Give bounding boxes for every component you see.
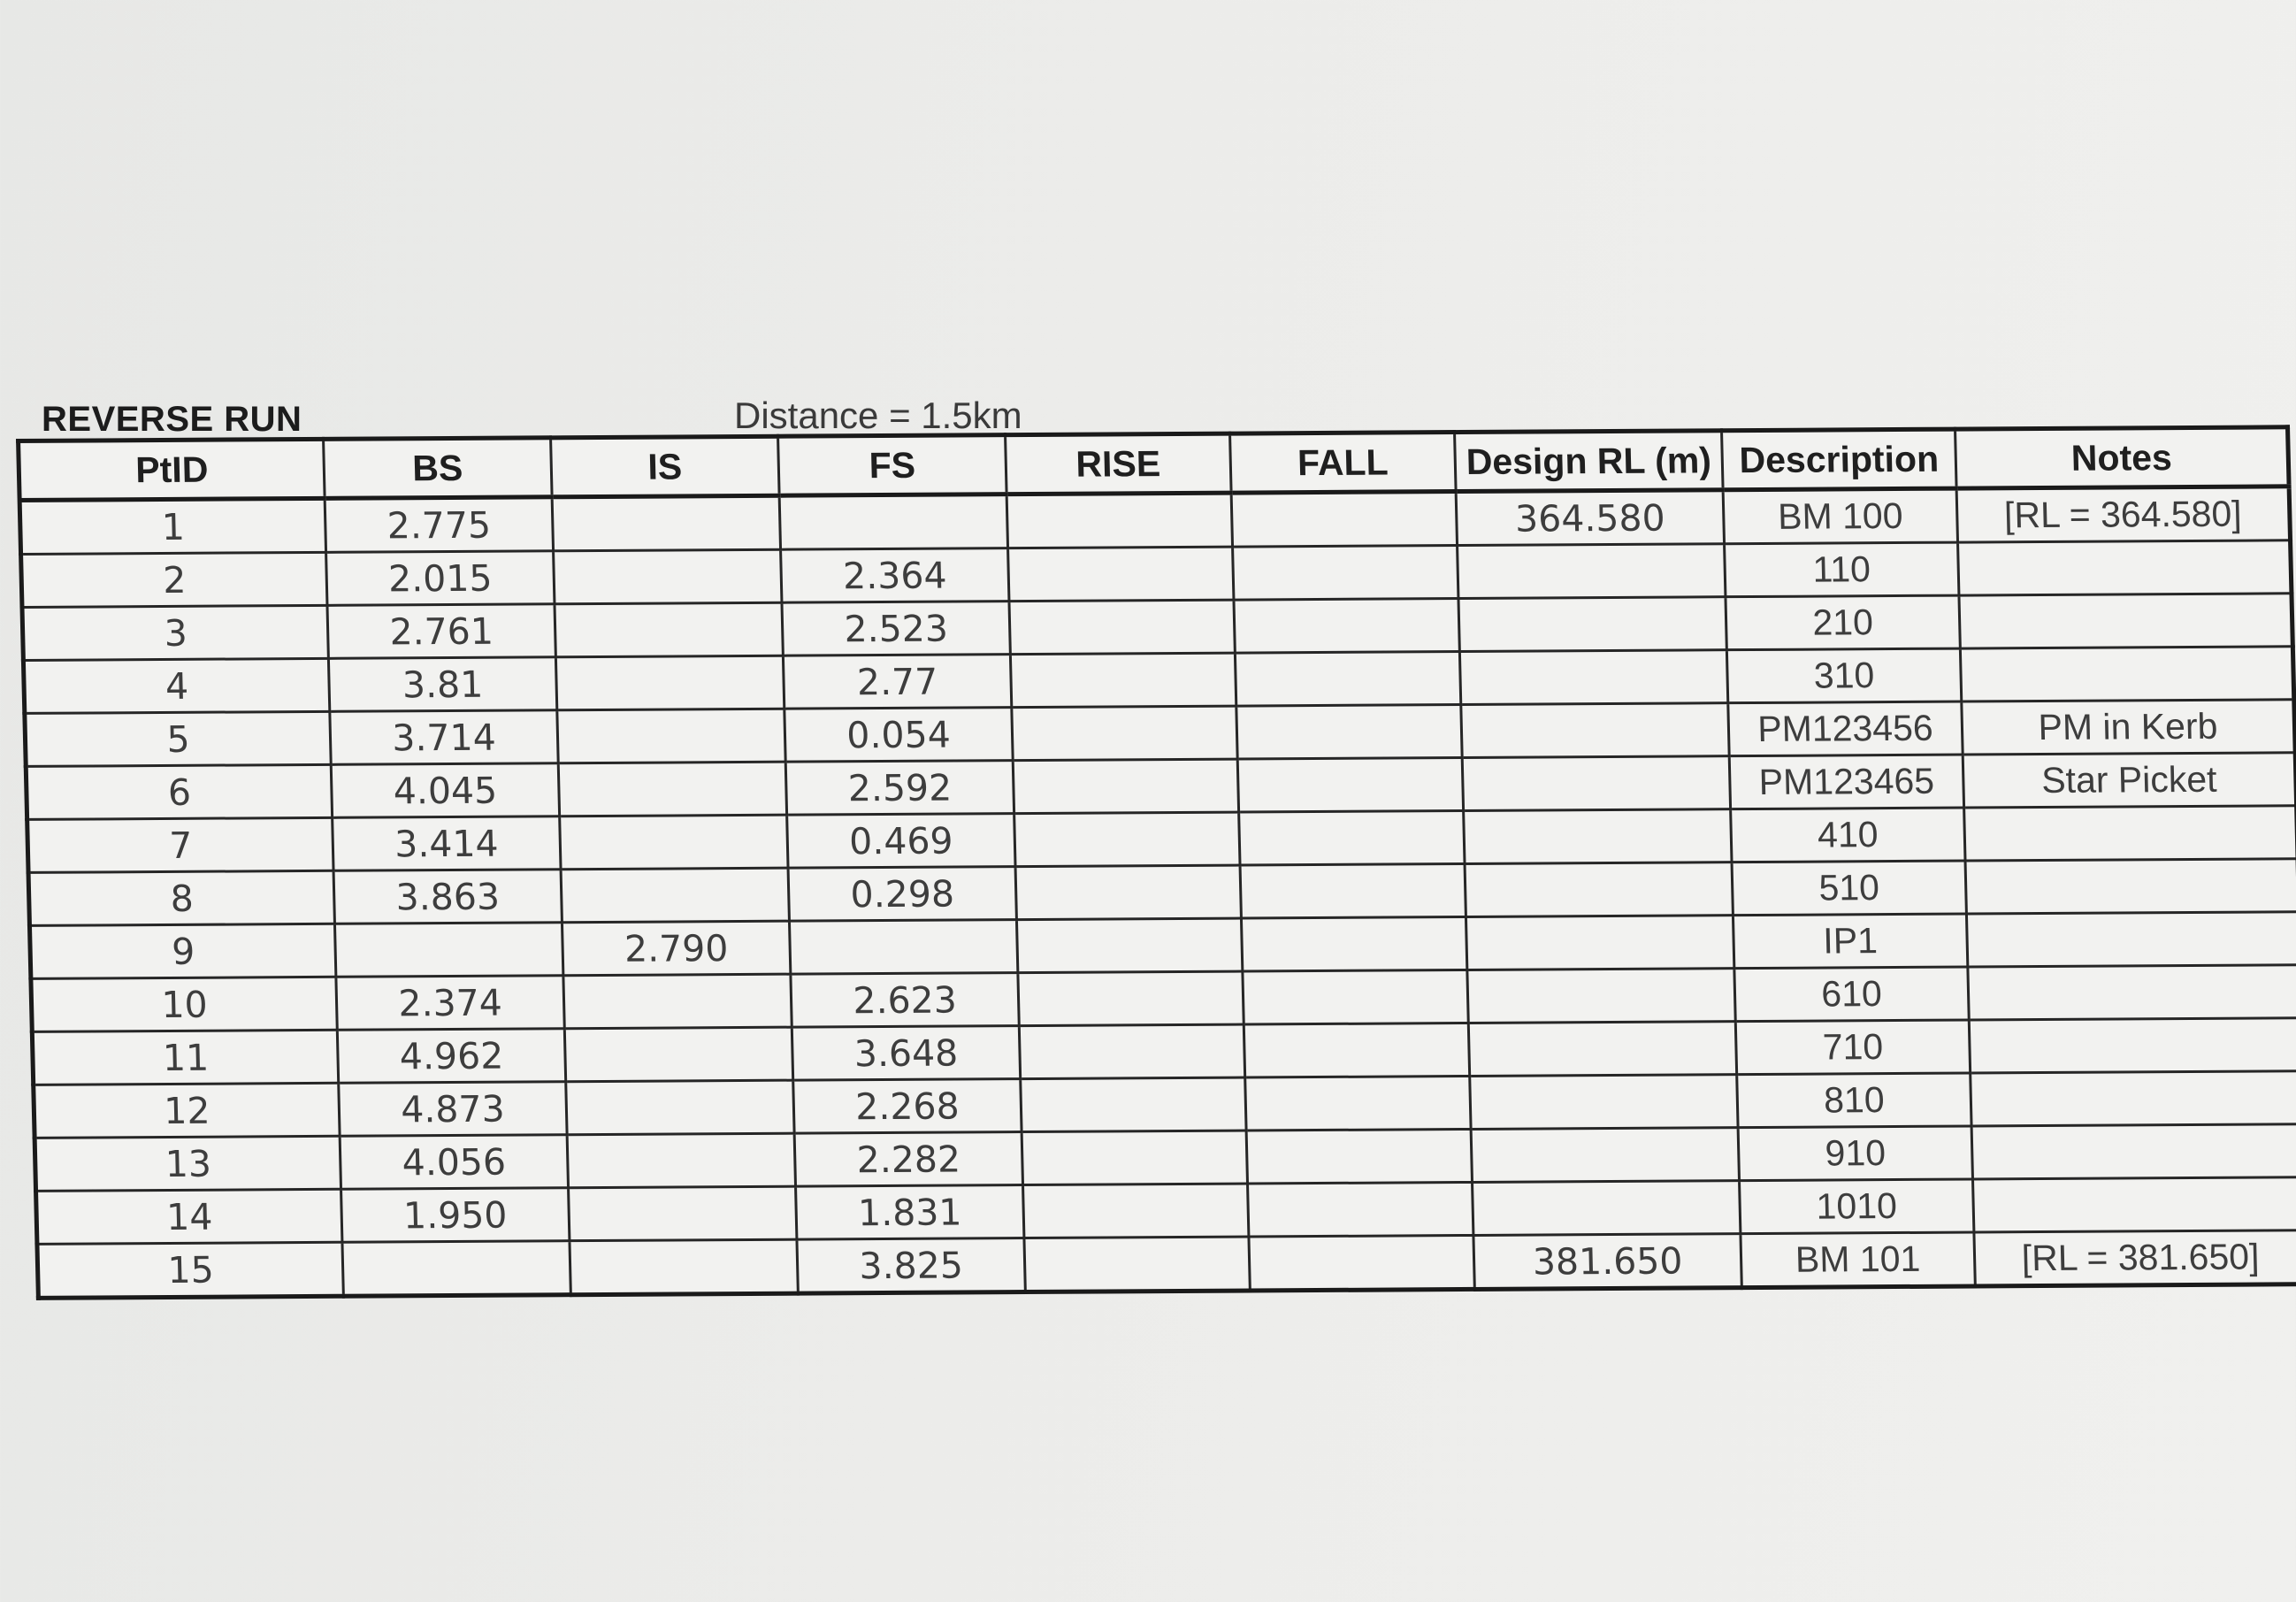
cell-rise xyxy=(1010,653,1236,708)
cell-is xyxy=(555,602,783,657)
cell-bs: 4.962 xyxy=(337,1029,565,1084)
cell-rise xyxy=(1013,759,1238,814)
cell-design-rl xyxy=(1470,1075,1738,1130)
cell-ptid: 5 xyxy=(25,711,331,766)
cell-description: 710 xyxy=(1735,1020,1970,1075)
cell-bs: 4.056 xyxy=(340,1135,568,1190)
header-is: IS xyxy=(551,436,780,497)
cell-notes xyxy=(1968,965,2296,1020)
cell-ptid: 15 xyxy=(37,1242,343,1298)
cell-fall xyxy=(1237,758,1463,813)
cell-design-rl xyxy=(1473,1181,1741,1236)
header-description: Description xyxy=(1722,429,1957,490)
distance-label: Distance = 1.5km xyxy=(734,395,1022,436)
cell-description: 310 xyxy=(1726,648,1961,703)
header-bs: BS xyxy=(324,438,553,499)
cell-description: 610 xyxy=(1734,967,1969,1022)
header-fs: FS xyxy=(778,435,1007,496)
cell-design-rl xyxy=(1465,862,1733,917)
cell-is xyxy=(560,815,788,870)
cell-is xyxy=(557,709,785,763)
cell-rise xyxy=(1018,971,1244,1026)
cell-description: BM 100 xyxy=(1723,488,1957,544)
cell-notes xyxy=(1959,594,2292,648)
cell-bs: 4.045 xyxy=(331,763,559,818)
cell-rise xyxy=(1016,918,1242,973)
cell-description: PM123465 xyxy=(1729,755,1963,809)
cell-notes: [RL = 381.650] xyxy=(1974,1230,2296,1286)
cell-fall xyxy=(1240,864,1466,919)
cell-rise xyxy=(1024,1237,1250,1292)
cell-fall xyxy=(1249,1235,1474,1291)
cell-description: 1010 xyxy=(1740,1179,1974,1234)
cell-fs: 3.825 xyxy=(797,1238,1025,1294)
cell-description: 910 xyxy=(1738,1126,1972,1181)
cell-design-rl xyxy=(1459,650,1727,705)
cell-fall xyxy=(1244,1023,1469,1077)
cell-fall xyxy=(1248,1182,1473,1237)
cell-fs: 2.523 xyxy=(782,602,1010,656)
cell-description: 110 xyxy=(1725,542,1959,597)
cell-fs: 1.831 xyxy=(796,1185,1024,1240)
cell-fs: 2.364 xyxy=(781,548,1009,603)
cell-bs: 1.950 xyxy=(341,1188,570,1243)
cell-bs: 3.414 xyxy=(333,816,561,871)
cell-fs xyxy=(789,920,1017,975)
header-fall: FALL xyxy=(1230,433,1457,494)
cell-is xyxy=(567,1133,795,1188)
cell-notes xyxy=(1972,1177,2296,1232)
cell-design-rl xyxy=(1471,1128,1739,1183)
cell-rise xyxy=(1009,600,1235,655)
cell-notes xyxy=(1971,1071,2296,1126)
cell-fs: 3.648 xyxy=(792,1026,1020,1081)
cell-is xyxy=(561,868,789,923)
cell-bs: 3.714 xyxy=(330,710,558,765)
cell-ptid: 7 xyxy=(27,817,333,872)
cell-ptid: 11 xyxy=(32,1030,338,1085)
header-notes: Notes xyxy=(1955,427,2290,488)
cell-design-rl xyxy=(1466,916,1733,970)
cell-fall xyxy=(1236,705,1462,760)
cell-ptid: 13 xyxy=(34,1136,341,1191)
cell-rise xyxy=(1023,1184,1249,1238)
cell-fall xyxy=(1241,916,1466,971)
cell-notes: [RL = 364.580] xyxy=(1956,487,2290,542)
cell-rise xyxy=(1015,865,1241,920)
cell-fs: 2.592 xyxy=(785,761,1014,816)
cell-bs: 2.775 xyxy=(325,497,553,553)
cell-notes xyxy=(1960,647,2293,701)
cell-notes xyxy=(1966,912,2296,967)
cell-ptid: 8 xyxy=(28,870,334,925)
cell-fs: 2.268 xyxy=(793,1079,1022,1134)
cell-fs: 2.77 xyxy=(783,655,1011,709)
cell-description: 210 xyxy=(1726,595,1960,650)
cell-fs: 0.298 xyxy=(788,867,1016,922)
cell-bs xyxy=(334,923,563,977)
cell-ptid: 2 xyxy=(21,552,327,607)
cell-description: 510 xyxy=(1732,861,1966,916)
cell-fs: 0.054 xyxy=(784,708,1013,763)
cell-ptid: 12 xyxy=(34,1083,340,1138)
cell-notes xyxy=(1964,806,2296,861)
cell-is xyxy=(570,1239,798,1295)
cell-design-rl xyxy=(1467,969,1735,1023)
cell-rise xyxy=(1006,493,1232,548)
cell-bs xyxy=(342,1241,570,1297)
header-design-rl: Design RL (m) xyxy=(1455,431,1724,492)
levelling-table-wrap xyxy=(16,425,2296,1300)
cell-design-rl xyxy=(1464,809,1732,864)
cell-bs: 2.015 xyxy=(326,551,555,606)
cell-bs: 2.761 xyxy=(327,604,555,659)
cell-is: 2.790 xyxy=(562,921,790,976)
cell-fall xyxy=(1243,970,1468,1024)
cell-fall xyxy=(1239,811,1465,866)
cell-notes xyxy=(1969,1018,2296,1073)
cell-ptid: 10 xyxy=(31,977,337,1031)
cell-design-rl: 381.650 xyxy=(1473,1234,1741,1290)
cell-fs: 2.623 xyxy=(791,973,1019,1028)
cell-bs: 2.374 xyxy=(336,976,564,1031)
cell-description: IP1 xyxy=(1733,914,1967,969)
cell-fall xyxy=(1246,1129,1472,1184)
cell-bs: 3.81 xyxy=(328,657,556,712)
cell-fall xyxy=(1234,599,1459,654)
cell-is xyxy=(569,1186,797,1241)
cell-rise xyxy=(1021,1077,1246,1132)
header-rise: RISE xyxy=(1006,433,1232,494)
cell-is xyxy=(564,1027,792,1082)
cell-ptid: 4 xyxy=(23,658,329,713)
cell-fs xyxy=(779,494,1007,550)
cell-design-rl xyxy=(1462,756,1730,811)
cell-design-rl xyxy=(1468,1022,1736,1077)
cell-design-rl xyxy=(1458,544,1726,599)
cell-is xyxy=(558,762,786,816)
cell-fall xyxy=(1233,546,1458,601)
cell-notes xyxy=(1965,859,2296,914)
cell-design-rl xyxy=(1461,703,1729,758)
cell-ptid: 3 xyxy=(22,605,328,660)
sheet-title: REVERSE RUN xyxy=(42,400,302,439)
cell-description: PM123456 xyxy=(1728,701,1963,756)
cell-notes xyxy=(1971,1124,2296,1179)
cell-description: 810 xyxy=(1737,1073,1971,1128)
cell-design-rl xyxy=(1458,597,1726,652)
cell-fs: 2.282 xyxy=(794,1132,1022,1187)
cell-design-rl: 364.580 xyxy=(1456,490,1724,546)
cell-rise xyxy=(1014,812,1240,867)
cell-is xyxy=(552,495,780,551)
cell-bs: 3.863 xyxy=(333,870,562,924)
table-body xyxy=(19,487,2296,1299)
cell-is xyxy=(563,974,792,1029)
cell-is xyxy=(555,655,784,710)
cell-fs: 0.469 xyxy=(787,814,1015,869)
levelling-table xyxy=(16,425,2296,1300)
cell-description: 410 xyxy=(1731,808,1965,862)
cell-bs: 4.873 xyxy=(339,1082,567,1137)
cell-ptid: 9 xyxy=(29,924,335,978)
cell-rise xyxy=(1008,547,1234,602)
cell-notes: Star Picket xyxy=(1963,753,2296,808)
cell-notes: PM in Kerb xyxy=(1962,700,2295,755)
cell-notes xyxy=(1958,540,2292,595)
cell-fall xyxy=(1231,492,1457,548)
cell-ptid: 6 xyxy=(26,764,332,819)
cell-fall xyxy=(1245,1076,1471,1131)
cell-ptid: 1 xyxy=(19,498,325,554)
header-ptid: PtID xyxy=(19,439,325,500)
cell-description: BM 101 xyxy=(1741,1232,1975,1288)
cell-is xyxy=(566,1080,794,1135)
cell-rise xyxy=(1022,1131,1247,1185)
cell-fall xyxy=(1235,652,1460,707)
cell-is xyxy=(554,549,782,604)
cell-rise xyxy=(1012,706,1237,761)
cell-rise xyxy=(1019,1024,1244,1079)
cell-ptid: 14 xyxy=(36,1189,342,1244)
